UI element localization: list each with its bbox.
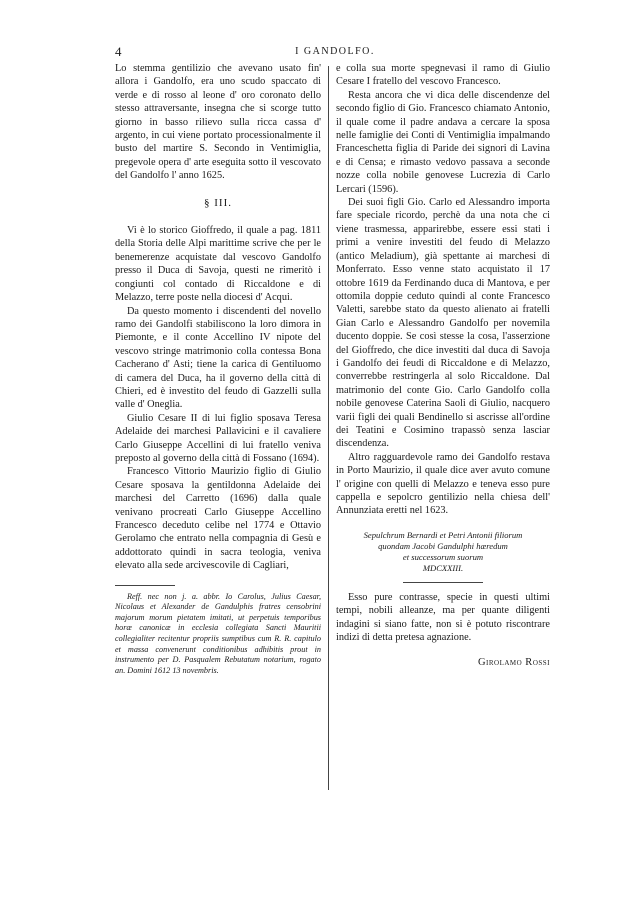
left-column [115, 62, 321, 676]
inscription-line: quondam Jacobi Gandulphi hæredum [378, 540, 508, 551]
page-header [115, 44, 555, 62]
paragraph: Altro ragguardevole ramo dei Gandolfo restava in Porto Maurizio, il quale dice aver avuto comune l' origine con quelli di Melazzo e teneva esso pure cappella e sepolcro gentilizio nella chiesa dell' Annunziata eretti nel 1623. [336, 451, 550, 517]
inscription-line: MDCXXIII. [422, 562, 464, 573]
inscription-rule [403, 582, 483, 583]
right-column [336, 62, 550, 670]
inscription-line: et successorum suorum [402, 551, 484, 562]
column-divider [328, 66, 329, 790]
footnote: Reff. nec non j. a. abbr. Io Carolus, Julius Caesar, Nicolaus et Alexander de Gandulphis fratres censobrini majorum morum pietatem imitati, ut perpetuis temporibus horæ canonicæ in ecclesia collegiata Sancti Mauritii collegialiter recitentur propriis sumptibus cum R. R. capitulo et massa convenerunt conditionibus adhibitis prout in instrumento per D. Pasqualem Rebutatum notarium, rogato an. Domini 1612 13 novembris. [115, 591, 321, 675]
paragraph: Francesco Vittorio Maurizio figlio di Giulio Cesare sposava la gentildonna Adelaide dei marchesi del Carretto (1696) dalla quale venivano procreati Carlo Giuseppe Accellino Francesco deceduto celibe nel 1774 e Ottavio Gerolamo che entrato nella compagnia di Gesù e addottorato quindi in sacra teologia, veniva elevato alla sede arcivescovile di Cagliari, [115, 466, 321, 572]
paragraph: Resta ancora che vi dica delle discendenze del secondo figlio di Gio. Francesco chiamato Antonio, il quale come il padre andava a cercare la sposa nelle famiglie dei Conti di Ventimiglia impalmando Franceschetta figlia di Paride dei signori di Lavina e di Censa; e rimasto vedovo passava a seconde nozze colla nobile genovese Lucrezia di Carlo Lercari (1596). [336, 89, 550, 195]
section-heading: § III. [204, 196, 232, 209]
paragraph: Dei suoi figli Gio. Carlo ed Alessandro importa fare speciale ricordo, perchè da una nota che ci viene trasmessa, apparirebbe, essere essi stati i primi a venire investiti del feudo di Melazzo (antico Meladium), già spettante ai marchesi di Monferrato. Esso venne stato acquistato il 17 ottobre 1619 da Ferdinando duca di Mantova, e per ottomila doppie ceduto quindi al conte Francesco Valetti, sarebbe stato da questo alienato ai fratelli Gian Carlo e Alessandro Gandolfo per novemila ducento doppie. Se così stesse la cosa, l'asserzione del Gioffredo, che dice investiti dal duca di Savoja i Gandolfo dei feudi di Riccaldone e di Melazzo, converrebbe restringerla al solo Riccaldone. Dal matrimonio del conte Gio. Carlo Gandolfo colla nobile genovese Caterina Saoli di Giulio, nacquero varii figli dei quali Bendinello si ascrisse all'ordine dei Teatini e Cosimino trapassò senza lasciar discendenza. [336, 197, 550, 450]
inscription [336, 530, 550, 574]
paragraph: e colla sua morte spegnevasi il ramo di Giulio Cesare I fratello del vescovo Francesco. [336, 63, 550, 88]
footnote-rule [115, 585, 175, 586]
page-number: 4 [115, 44, 122, 59]
paragraph: Da questo momento i discendenti del novello ramo dei Gandolfi stabiliscono la loro dimora in Piemonte, e il conte Accellino IV nipote del vescovo stringe matrimonio colla contessa Bona Cacherano d' Asti; tiene la carica di Gentiluomo di camera del Duca, ha il governo della città di Chieri, ed è investito del feudo di Gazzelli sulla valle d' Oneglia. [115, 305, 321, 411]
paragraph: Lo stemma gentilizio che avevano usato fin' allora i Gandolfo, era uno scudo spaccato di verde e di rosso al leone d' oro coronato dello stesso attraversante, insegna che si scorge tutto giorno in basso rilievo sulla ricca cassa d' argento, in cui viene portato processionalmente il busto del martire S. Secondo in Ventimiglia, pregevole opera d' arte eseguita sotto il vescovato del Gandolfo l' anno 1625. [115, 63, 321, 182]
running-title: I GANDOLFO. [295, 46, 375, 57]
paragraph: Vi è lo storico Gioffredo, il quale a pag. 1811 della Storia delle Alpi marittime scrive che per le benemerenze acquistate dal vescovo Gandolfo presso il Duca di Savoja, questi ne rimeritò i congiunti col contado di Riccaldone e di Melazzo, terre poste nella diocesi d' Acqui. [115, 225, 321, 304]
inscription-line: Sepulchrum Bernardi et Petri Antonii filiorum [363, 529, 523, 540]
paragraph: Esso pure contrasse, specie in questi ultimi tempi, nobili alleanze, ma per quante diligenti indagini si siano fatte, non si è potuto riscontrare indizi di detta pretesa agnazione. [336, 591, 550, 644]
paragraph: Giulio Cesare II di lui figlio sposava Teresa Adelaide dei marchesi Pallavicini e il cavaliere Carlo Giuseppe Accellini di lui fratello veniva preposto al governo della città di Fossano (1694). [115, 412, 321, 464]
author-signature: Girolamo Rossi [477, 657, 550, 669]
